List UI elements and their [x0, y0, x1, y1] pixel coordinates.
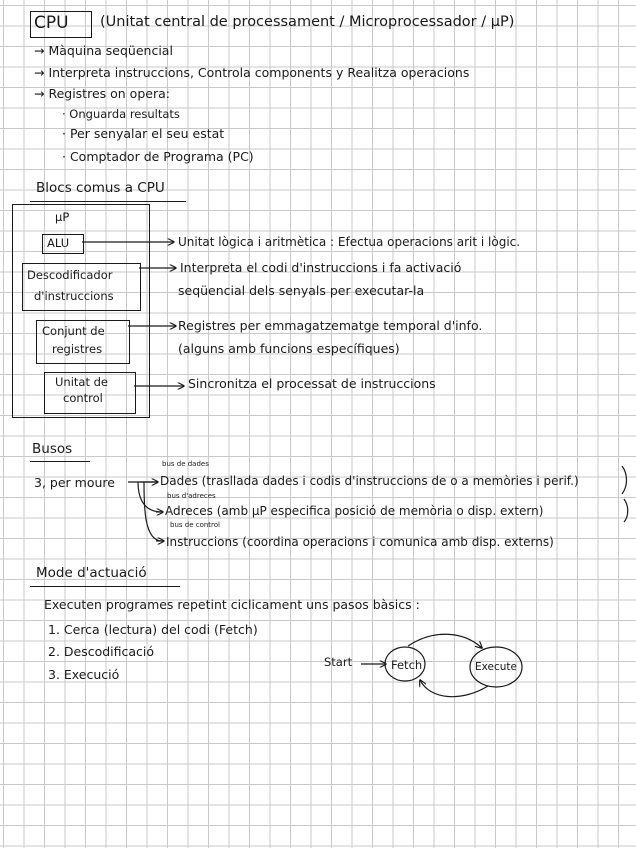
section-heading-mode: Mode d'actuació: [36, 565, 147, 581]
fetch-to-execute-arrow: [408, 634, 482, 648]
up-label: μP: [55, 210, 70, 224]
bus-label-control: bus de control: [170, 521, 220, 529]
bullet-item: · Per senyalar el seu estat: [62, 126, 225, 141]
alu-description: Unitat lògica i aritmètica : Efectua operacions arit i lògic.: [178, 235, 521, 249]
execute-to-fetch-arrow: [420, 680, 488, 697]
mode-step: 1. Cerca (lectura) del codi (Fetch): [48, 622, 258, 637]
alu-label: ALU: [47, 236, 70, 250]
intro-line-sequential: → Màquina seqüencial: [34, 43, 173, 58]
page-title-subtitle: (Unitat central de processament / Microprocessador / μP): [100, 14, 515, 30]
fetch-node: [385, 647, 425, 681]
bus-label-address: bus d'adreces: [167, 492, 216, 500]
section-heading-busos: Busos: [32, 441, 73, 457]
decoder-label-line2: d'instruccions: [34, 289, 114, 303]
registers-description-line1: Registres per emmagatzematge temporal d'info.: [178, 318, 483, 333]
mode-intro: Executen programes repetint ciclicament uns pasos bàsics :: [44, 597, 420, 612]
mode-step: 3. Execució: [48, 667, 120, 682]
bracket: [624, 499, 628, 522]
mode-step: 2. Descodificació: [48, 644, 155, 659]
registers-description-line2: (alguns amb funcions específiques): [178, 341, 400, 356]
decoder-description-line2: seqüencial dels senyals per executar-la: [178, 283, 425, 298]
section-heading-blocs: Blocs comus a CPU: [36, 180, 165, 196]
page-title-cpu: CPU: [34, 13, 69, 33]
bracket: [622, 466, 627, 494]
bullet-item: · Onguarda resultats: [62, 107, 180, 121]
buses-lead: 3, per moure: [34, 475, 115, 490]
diagram-start-label: Start: [324, 655, 353, 669]
execute-node: [470, 647, 522, 687]
decoder-description-line1: Interpreta el codi d'instruccions i fa activació: [180, 260, 462, 275]
bullet-item: · Comptador de Programa (PC): [62, 149, 254, 164]
registers-label-line1: Conjunt de: [42, 324, 105, 338]
control-bus-description: Instruccions (coordina operacions i comunica amb disp. externs): [166, 535, 554, 549]
control-unit-label-line2: control: [63, 391, 103, 405]
control-unit-description: Sincronitza el processat de instruccions: [188, 376, 436, 391]
diagram-execute-label: Execute: [475, 661, 517, 673]
bus-label-data: bus de dades: [162, 460, 209, 468]
diagram-fetch-label: Fetch: [391, 658, 423, 672]
control-unit-label-line1: Unitat de: [55, 375, 108, 389]
registers-label-line2: registres: [52, 342, 103, 356]
decoder-label-line1: Descodificador: [27, 268, 113, 282]
data-bus-description: Dades (trasllada dades i codis d'instruccions de o a memòries i perif.): [160, 474, 579, 488]
intro-line-functions: → Interpreta instruccions, Controla components y Realitza operacions: [34, 65, 470, 80]
intro-line-registers: → Registres on opera:: [34, 86, 170, 101]
address-bus-description: Adreces (amb μP especifica posició de memòria o disp. extern): [165, 504, 544, 518]
